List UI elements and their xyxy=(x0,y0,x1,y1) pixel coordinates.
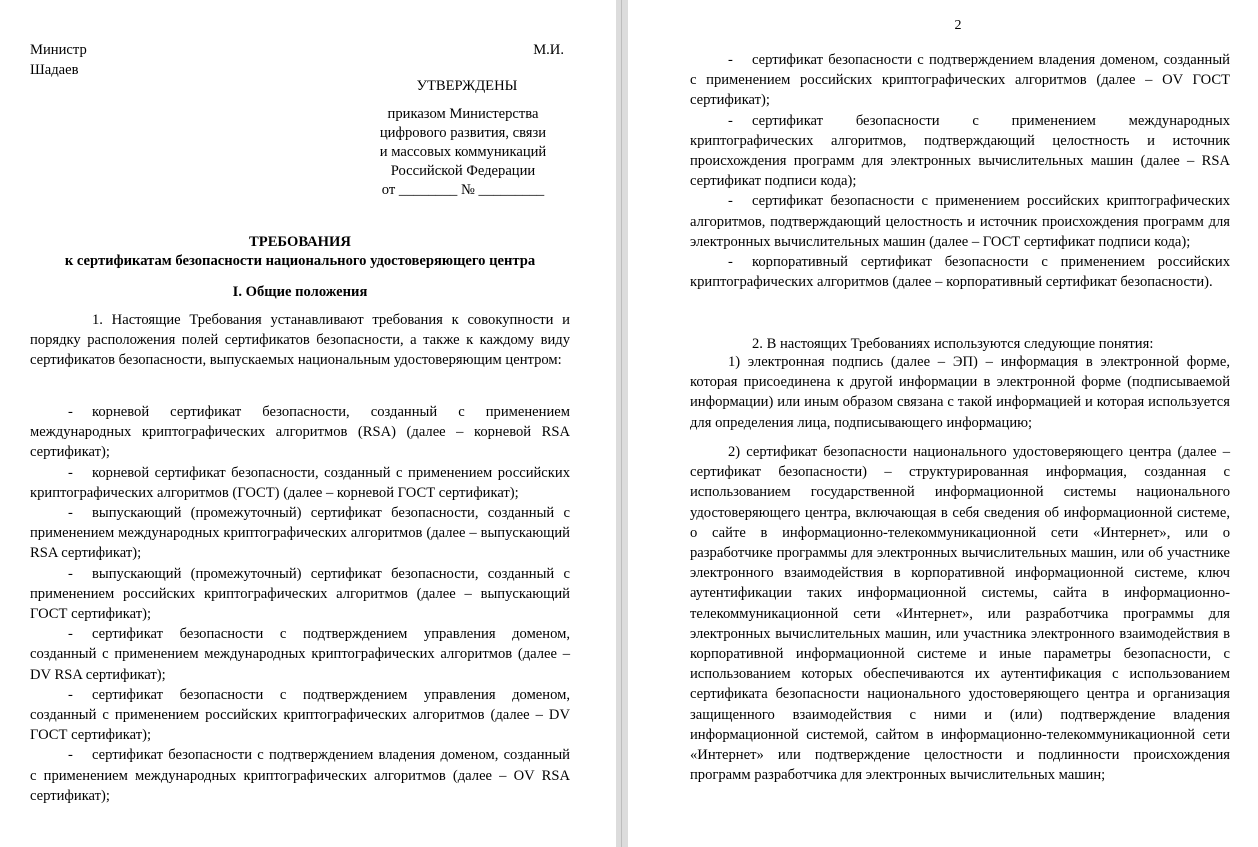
list-item-text: сертификат безопасности с подтверждением управления доменом, созданный с применением российских криптографических алгоритмов (далее – DV ГОСТ сертификат); xyxy=(30,686,570,744)
list-item-text: сертификат безопасности с применением российских криптографических алгоритмов, подтверждающий целостность и источник происхождения программ для электронных вычислительных машин (далее – ГОСТ сертификат подписи кода); xyxy=(690,193,1230,250)
list-item xyxy=(30,745,570,806)
definitions-intro: 2. В настоящих Требованиях используются следующие понятия: xyxy=(752,336,1154,352)
minister-title: Министр xyxy=(30,42,87,58)
approval-line: цифрового развития, связи xyxy=(379,125,547,141)
list-item-text: сертификат безопасности с подтверждением владения доменом, созданный с применением международных криптографических алгоритмов (далее – OV RSA сертификат); xyxy=(30,747,570,804)
list-marker: - xyxy=(68,404,73,420)
intro-paragraph-block xyxy=(30,310,570,371)
list-marker: - xyxy=(68,686,73,703)
page-gutter-edge xyxy=(621,0,622,847)
list-item xyxy=(30,402,570,463)
list-item xyxy=(30,503,570,564)
definition-2: 2) сертификат безопасности национального удостоверяющего центра (далее – сертификат безопасности) – структурированная информация, созданная с использованием государственной информационной системы национального удостоверяющего центра, включающая в себя сведения об информационной системе, о сайте в информационно-телекоммуникационной сети «Интернет», или о разработчике программы для электронных вычислительных машин, или об участнике электронного взаимодействия в корпоративной информационной системе, ключ аутентификации таких информационной системы, сайта в информационно-телекоммуникационной сети «Интернет», или разработчика программы для электронных вычислительных машин, или участника электронного взаимодействия в корпоративной информационной системе и иные параметры безопасности, с использованием которых обеспечиваются их аутентификация с использованием сертификата безопасности национального удостоверяющего центра и организация защищенного взаимодействия с ними и (или) подтверждение владения информационной системой, сайтом в информационно-телекоммуникационной сети «Интернет» или подтверждение целостности и подлинности происхождения программ разработчика для электронных вычислительных машин; xyxy=(690,444,1230,784)
approval-line: и массовых коммуникаций xyxy=(379,144,547,160)
list-item-text: выпускающий (промежуточный) сертификат безопасности, созданный с применением международных криптографических алгоритмов (далее – выпускающий RSA сертификат); xyxy=(30,505,570,562)
list-item xyxy=(690,111,1230,192)
list-item xyxy=(30,624,570,685)
list-item-text: сертификат безопасности с подтверждением управления доменом, созданный с применением международных криптографических алгоритмов (далее – DV RSA сертификат); xyxy=(30,626,570,683)
definition-1-block xyxy=(690,352,1230,433)
list-item-text: корпоративный сертификат безопасности с применением российских криптографических алгоритмов (далее – корпоративный сертификат безопасности). xyxy=(690,254,1230,291)
intro-paragraph: 1. Настоящие Требования устанавливают требования к совокупности и порядку расположения полей сертификатов безопасности, а также к каждому виду сертификатов безопасности, выпускаемых национальным удостоверяющим центром: xyxy=(30,312,570,369)
list-item xyxy=(690,191,1230,252)
list-marker: - xyxy=(68,747,73,764)
approval-date-line: от ________ № _________ xyxy=(381,182,545,198)
page-number: 2 xyxy=(954,18,962,33)
list-item-text: корневой сертификат безопасности, созданный с применением российских криптографических алгоритмов (ГОСТ) (далее – корневой ГОСТ сертификат); xyxy=(30,464,570,501)
list-marker: - xyxy=(68,565,73,582)
document-title: ТРЕБОВАНИЯ xyxy=(249,234,351,250)
certificate-list-page1 xyxy=(30,402,570,806)
list-item-text: сертификат безопасности с применением международных криптографических алгоритмов, подтверждающий целостность и источник происхождения программ для электронных вычислительных машин (далее – RSA сертификат подписи кода); xyxy=(690,112,1230,190)
approval-line: Российской Федерации xyxy=(390,163,536,179)
list-item xyxy=(30,463,570,503)
document-subtitle: к сертификатам безопасности национального удостоверяющего центра xyxy=(64,253,536,269)
list-marker: - xyxy=(728,112,733,129)
list-marker: - xyxy=(728,52,733,68)
page-gutter xyxy=(616,0,628,847)
certificate-list-page2 xyxy=(690,50,1230,292)
list-marker: - xyxy=(68,626,73,643)
list-marker: - xyxy=(68,505,73,522)
minister-initials: М.И. xyxy=(533,42,564,58)
approval-line: приказом Министерства xyxy=(387,106,539,122)
list-item-text: выпускающий (промежуточный) сертификат безопасности, созданный с применением российских криптографических алгоритмов (далее – выпускающий ГОСТ сертификат); xyxy=(30,565,570,623)
definition-2-block xyxy=(690,442,1230,785)
list-marker: - xyxy=(728,193,733,210)
list-item xyxy=(690,252,1230,292)
list-item xyxy=(30,685,570,746)
section-heading: I. Общие положения xyxy=(232,284,368,300)
list-item-text: корневой сертификат безопасности, созданный с применением международных криптографических алгоритмов (RSA) (далее – корневой RSA сертификат); xyxy=(30,404,570,461)
list-marker: - xyxy=(728,254,733,271)
minister-surname: Шадаев xyxy=(30,62,79,78)
list-item xyxy=(30,564,570,625)
document-page-1 xyxy=(0,0,616,847)
list-marker: - xyxy=(68,464,73,481)
list-item xyxy=(690,50,1230,111)
approval-title: УТВЕРЖДЕНЫ xyxy=(416,78,518,94)
document-title-block xyxy=(30,233,570,271)
document-page-2 xyxy=(628,0,1258,847)
list-item-text: сертификат безопасности с подтверждением владения доменом, созданный с применением российских криптографических алгоритмов (далее – OV ГОСТ сертификат); xyxy=(690,52,1230,109)
definition-1: 1) электронная подпись (далее – ЭП) – информация в электронной форме, которая присоединена к другой информации в электронной форме (подписываемой информации) или иным образом связана с такой информацией и которая используется для определения лица, подписывающего информацию; xyxy=(690,354,1230,431)
approval-block xyxy=(360,76,566,200)
